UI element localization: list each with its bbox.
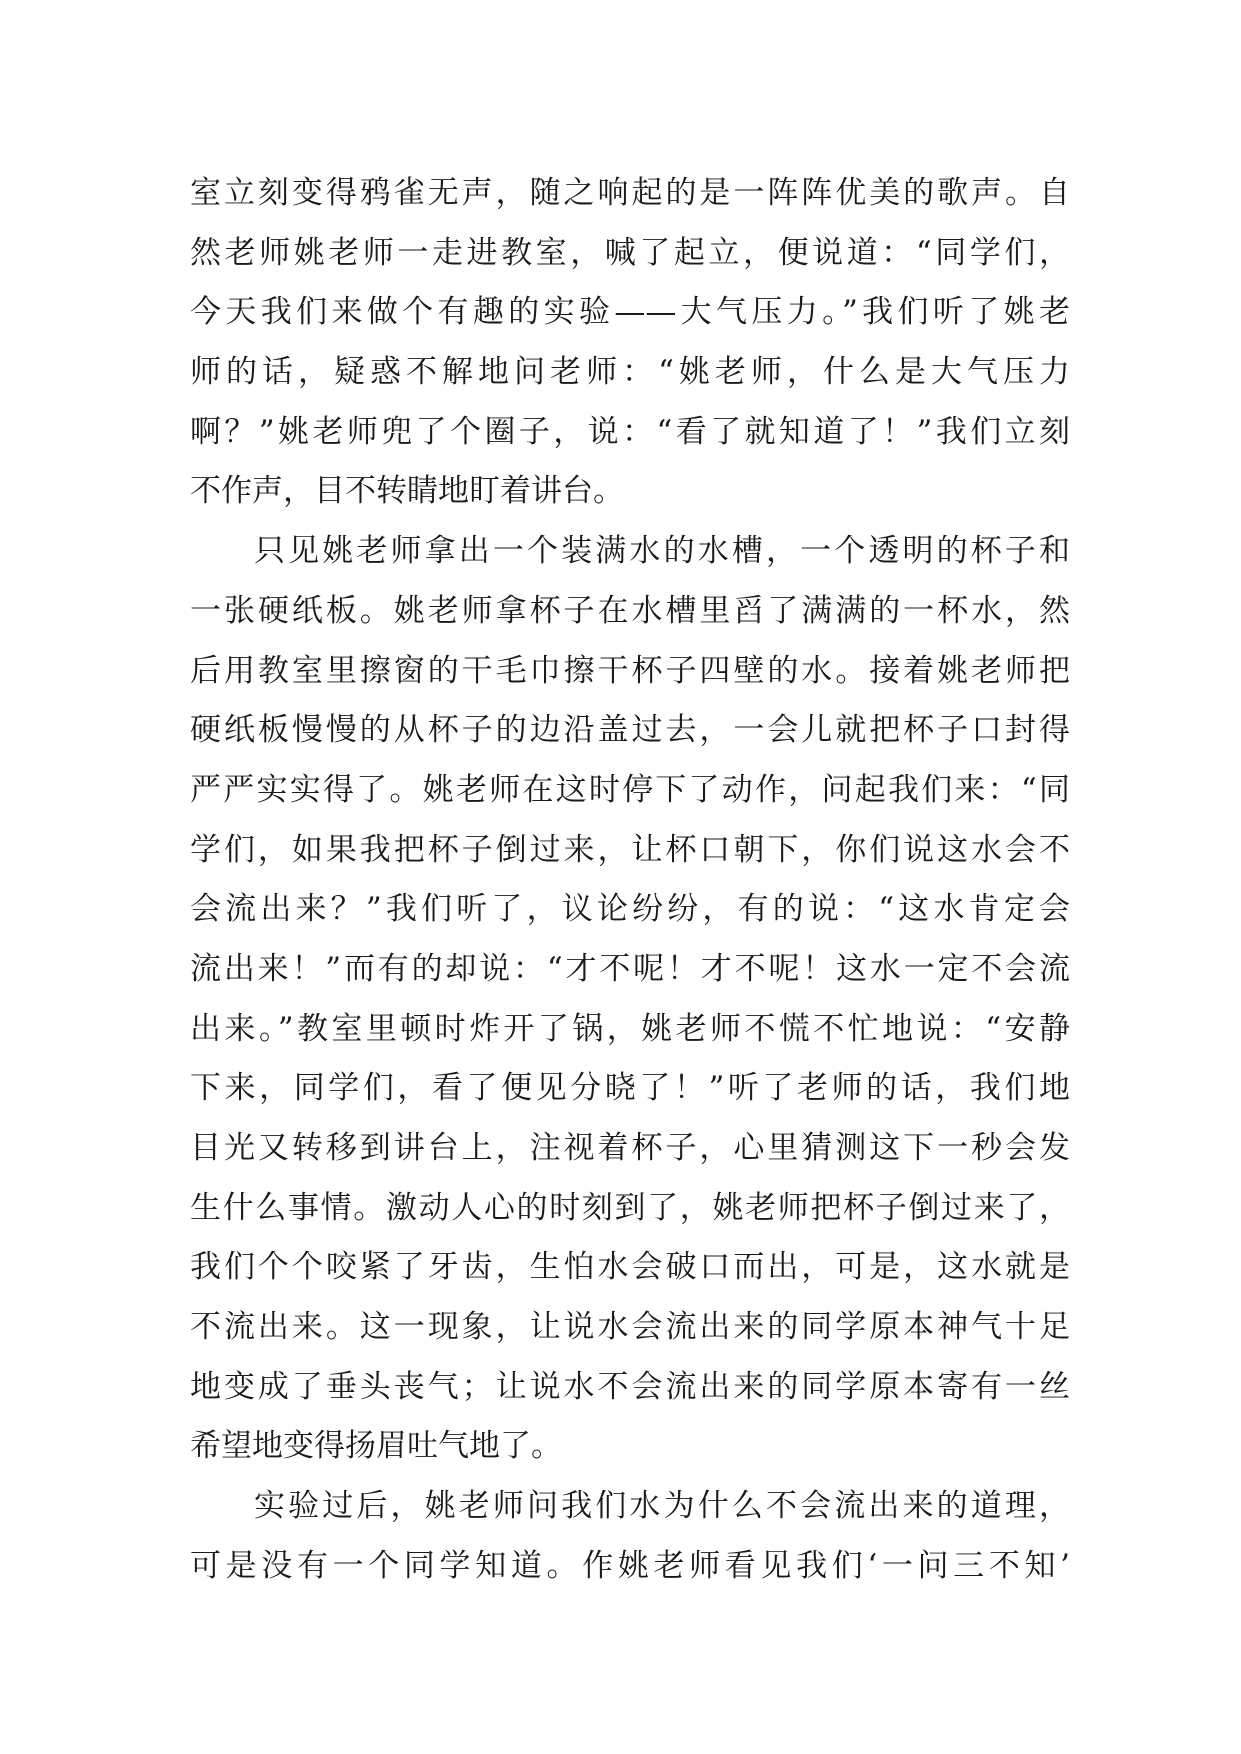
- text-line: 啊？”姚老师兜了个圈子，说：“看了就知道了！”我们立刻: [190, 413, 1070, 450]
- text-line: 师的话，疑惑不解地问老师：“姚老师，什么是大气压力: [190, 354, 1070, 391]
- text-line: 希望地变得扬眉吐气地了。: [190, 1428, 562, 1465]
- text-line: 流出来！”而有的却说：“才不呢！才不呢！这水一定不会流: [190, 950, 1070, 987]
- text-line: 可是没有一个同学知道。作姚老师看见我们‘一问三不知’: [190, 1547, 1070, 1584]
- text-line: 下来，同学们，看了便见分晓了！”听了老师的话，我们地: [190, 1070, 1070, 1107]
- text-line: 今天我们来做个有趣的实验——大气压力。”我们听了姚老: [190, 294, 1070, 331]
- text-line: 目光又转移到讲台上，注视着杯子，心里猜测这下一秒会发: [190, 1130, 1070, 1166]
- text-line: 出来。”教室里顿时炸开了锅，姚老师不慌不忙地说：“安静: [190, 1010, 1070, 1047]
- text-line: 会流出来？”我们听了，议论纷纷，有的说：“这水肯定会: [190, 891, 1070, 928]
- text-line: 生什么事情。激动人心的时刻到了，姚老师把杯子倒过来了，: [190, 1189, 1070, 1226]
- text-line: 室立刻变得鸦雀无声，随之响起的是一阵阵优美的歌声。自: [190, 175, 1070, 211]
- text-line: 不作声，目不转睛地盯着讲台。: [190, 473, 624, 510]
- text-line: 不流出来。这一现象，让说水会流出来的同学原本神气十足: [190, 1309, 1070, 1346]
- text-line: 我们个个咬紧了牙齿，生怕水会破口而出，可是，这水就是: [190, 1249, 1070, 1286]
- body-text: [190, 164, 1070, 1597]
- text-line: 地变成了垂头丧气；让说水不会流出来的同学原本寄有一丝: [190, 1368, 1070, 1405]
- text-line: 后用教室里擦窗的干毛巾擦干杯子四壁的水。接着姚老师把: [190, 652, 1070, 689]
- text-line: 一张硬纸板。姚老师拿杯子在水槽里舀了满满的一杯水，然: [190, 592, 1070, 629]
- text-line: 学们，如果我把杯子倒过来，让杯口朝下，你们说这水会不: [190, 831, 1070, 868]
- text-line: 然老师姚老师一走进教室，喊了起立，便说道：“同学们，: [190, 234, 1070, 271]
- paragraph-first-line: 实验过后，姚老师问我们水为什么不会流出来的道理，: [254, 1488, 1070, 1525]
- paragraph-first-line: 只见姚老师拿出一个装满水的水槽，一个透明的杯子和: [254, 533, 1070, 570]
- text-line: 严严实实得了。姚老师在这时停下了动作，问起我们来：“同: [190, 771, 1070, 808]
- text-line: 硬纸板慢慢的从杯子的边沿盖过去，一会儿就把杯子口封得: [190, 712, 1070, 749]
